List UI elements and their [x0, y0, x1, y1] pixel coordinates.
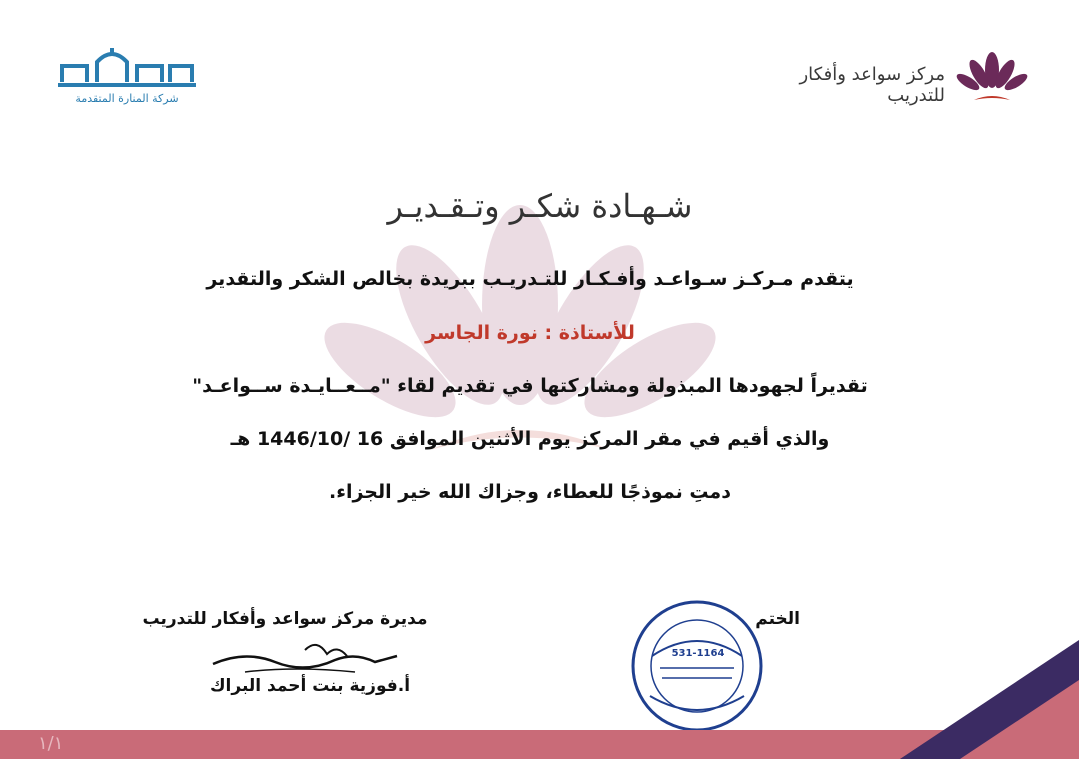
page-number: ١/١: [38, 733, 64, 754]
recipient-line: للأستاذة : نورة الجاسر: [425, 322, 635, 344]
sawaed-afkar-logo: [745, 50, 1035, 106]
closing-line: دمتِ نموذجًا للعطاء، وجزاك الله خير الجزاء.: [329, 481, 731, 503]
stamp-label: الختم: [755, 609, 800, 629]
manager-name: أ.فوزية بنت أحمد البراك: [209, 676, 411, 696]
signature-icon: [205, 632, 405, 682]
al-rajhi-mosque-logo: [52, 42, 202, 112]
flower-logo-icon: [950, 50, 1034, 106]
brand-name: مركز سواعد وأفكار للتدريب: [799, 64, 945, 106]
mosque-dome-icon: [52, 42, 202, 92]
stamp-license-number: 531-1164: [671, 648, 725, 659]
logo-tagline: شركة المنارة المتقدمة: [75, 92, 179, 105]
date-line: والذي أقيم في مقر المركز يوم الأثنين الموافق 16 /1446/10 هـ: [230, 428, 830, 450]
reason-line: تقديراً لجهودها المبذولة ومشاركتها في تقديم لقاء "مــعــايـدة ســواعـد": [192, 375, 868, 397]
certificate-title: شـهـادة شكـر وتـقـديـر: [387, 187, 693, 225]
official-stamp-icon: [622, 596, 772, 736]
intro-line: يتقدم مـركـز سـواعـد وأفـكـار للتـدريـب ببريدة بخالص الشكر والتقدير: [206, 268, 854, 290]
corner-decoration: [900, 640, 1079, 759]
manager-title: مديرة مركز سواعد وأفكار للتدريب: [142, 609, 428, 629]
